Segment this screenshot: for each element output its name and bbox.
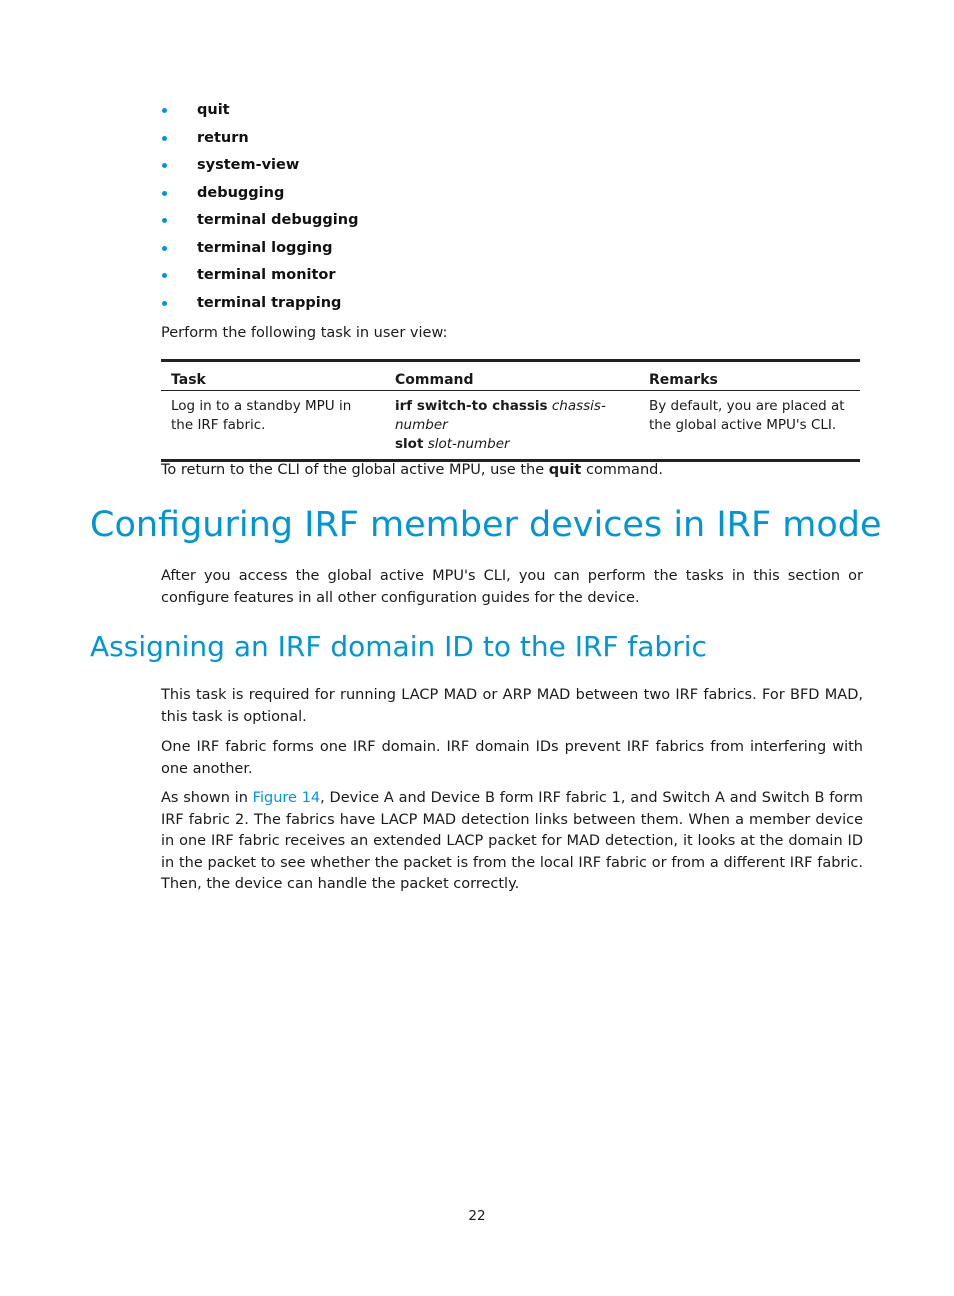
header-task: Task bbox=[161, 361, 385, 391]
table-header-row bbox=[161, 361, 860, 391]
section-heading: Configuring IRF member devices in IRF mode bbox=[90, 505, 882, 545]
bullet-icon bbox=[162, 273, 167, 278]
paragraph-1: This task is required for running LACP MAD or ARP MAD between two IRF fabrics. For BFD MAD, this task is optional. bbox=[161, 687, 863, 725]
table-row bbox=[161, 391, 860, 461]
cell-remarks: By default, you are placed at the global active MPU's CLI. bbox=[639, 391, 860, 461]
list-item: terminal monitor bbox=[161, 265, 358, 293]
section-intro: After you access the global active MPU's CLI, you can perform the tasks in this section or configure features in all other configuration guides for the device. bbox=[161, 568, 863, 606]
header-command: Command bbox=[385, 361, 639, 391]
task-table bbox=[161, 359, 860, 462]
cell-task: Log in to a standby MPU in the IRF fabric. bbox=[161, 391, 385, 461]
bullet-icon bbox=[162, 163, 167, 168]
bullet-icon bbox=[162, 108, 167, 113]
header-remarks: Remarks bbox=[639, 361, 860, 391]
figure-link[interactable]: Figure 14 bbox=[252, 790, 321, 806]
command-list bbox=[161, 100, 358, 320]
list-item: system-view bbox=[161, 155, 358, 183]
list-item: quit bbox=[161, 100, 358, 128]
list-item: debugging bbox=[161, 183, 358, 211]
return-note: To return to the CLI of the global active MPU, use the quit command. bbox=[161, 462, 663, 478]
page-number: 22 bbox=[468, 1208, 486, 1224]
list-item: terminal logging bbox=[161, 238, 358, 266]
paragraph-3: As shown in Figure 14, Device A and Device B form IRF fabric 1, and Switch A and Switch B form IRF fabric 2. The fabrics have LACP MAD detection links between them. When a member device in one IRF fabric receives an extended LACP packet for MAD detection, it looks at the domain ID in the packet to see whether the packet is from the local IRF fabric or from a different IRF fabric. Then, the device can handle the packet correctly. bbox=[161, 790, 864, 892]
bullet-icon bbox=[162, 191, 167, 196]
list-item: terminal debugging bbox=[161, 210, 358, 238]
bullet-icon bbox=[162, 246, 167, 251]
cell-command: irf switch-to chassis chassis-number slot slot-number bbox=[385, 391, 639, 461]
subsection-heading: Assigning an IRF domain ID to the IRF fabric bbox=[90, 630, 707, 663]
bullet-icon bbox=[162, 136, 167, 141]
intro-text: Perform the following task in user view: bbox=[161, 325, 448, 341]
paragraph-2: One IRF fabric forms one IRF domain. IRF domain IDs prevent IRF fabrics from interfering with one another. bbox=[161, 739, 863, 777]
bullet-icon bbox=[162, 218, 167, 223]
list-item: terminal trapping bbox=[161, 293, 358, 321]
bullet-icon bbox=[162, 301, 167, 306]
list-item: return bbox=[161, 128, 358, 156]
